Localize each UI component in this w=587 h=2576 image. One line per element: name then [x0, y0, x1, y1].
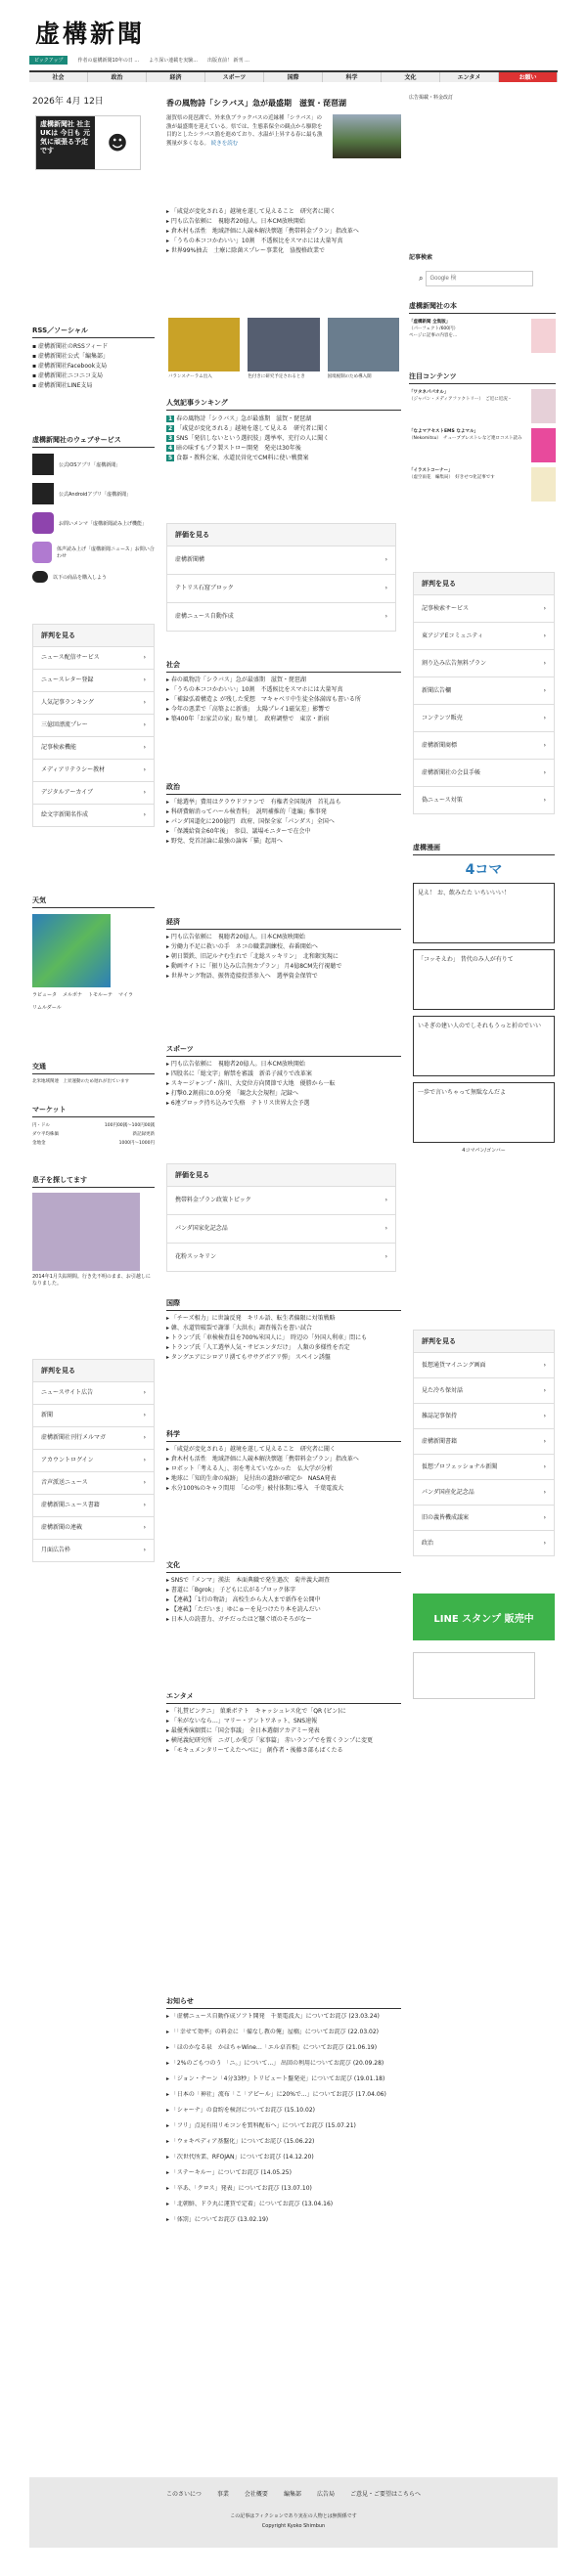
facebook-link[interactable]: ▪ 虚構新聞社Facebook支局 — [32, 363, 108, 370]
politics-section — [166, 782, 401, 847]
footer-link[interactable]: このさいにつ — [166, 2491, 202, 2498]
ranking-item[interactable]: 4 暗の味すもプラ製ストロー開発 発売は30年後 — [168, 445, 301, 452]
market-row: 円・ドル 100円00銭～100円00銭 — [32, 1123, 155, 1128]
attention-card[interactable]: 「イラストコーナー」 （虚空雨花 編集局） 好きせつ化記事です — [409, 467, 556, 502]
attention-thumb — [531, 428, 556, 462]
news-item[interactable]: ▸ 「ステーキルー」についてお詫び (14.05.25) — [166, 2169, 292, 2176]
right-more-item[interactable]: 虚構新聞商標 › — [414, 731, 554, 759]
nav-request[interactable]: お願い — [499, 72, 558, 82]
society-item[interactable]: ▸ 今年の悪業で「高築よに新盛」 太陽プレイ1磁気差」影響で — [166, 706, 331, 713]
right-more-item[interactable]: 虚構新聞社の会員手帳 › — [414, 759, 554, 786]
rss-title: RSS／ソーシャル — [32, 326, 155, 338]
culture-item[interactable]: ▸ 【連載】「ただいま」ゆにゅ〜を見つけたり本を読んだい — [166, 1606, 321, 1613]
weather-city: マイラ — [118, 992, 133, 998]
market-title: マーケット — [32, 1105, 155, 1117]
intl-item[interactable]: ▸ 「チーズ相力」に世論反発 キリル語、転生者偏限に対策戦略 — [166, 1315, 336, 1322]
news-item[interactable]: ▸ 「日本の「神社」流布「こ「アピール」に20%で...」についてお詫び (17.04.06) — [166, 2091, 386, 2098]
center-more-box-2 — [166, 1163, 396, 1272]
podcast-app[interactable]: お問いメンマ「虚構新聞読み上げ機能」 — [32, 512, 155, 534]
footer-link[interactable]: 広告局 — [316, 2491, 335, 2498]
culture-title[interactable]: 文化 — [166, 1560, 401, 1573]
news-item[interactable]: ▸ 「次世代所業、RFOJAN」についてお詫び (14.12.20) — [166, 2154, 314, 2161]
footer-copyright: Copyright Kyoko Shimbun — [261, 2523, 326, 2529]
top-news-list — [166, 207, 401, 256]
traffic-text: 北米地域関連 上昇運動のため遅れが出ています — [32, 1079, 129, 1084]
photo-caption: 2014年1月失踪期間。行き先不明のまま、お引越しになりました。 — [32, 1274, 151, 1287]
app-icon — [32, 454, 54, 475]
market-row: 金地金 1000円～1000円 — [32, 1141, 155, 1146]
right-more2-item[interactable]: 見た冷ち保対話 › — [414, 1377, 554, 1403]
center-more-item[interactable]: 虚構新聞構 › — [167, 546, 395, 574]
left-more-item[interactable]: ニュース配信サービス › — [33, 646, 154, 669]
footer-link[interactable]: 会社概要 — [244, 2491, 268, 2498]
apps-section — [32, 435, 155, 583]
line-sticker-banner[interactable]: LINE スタンプ 販売中 — [413, 1594, 555, 1640]
market-section — [32, 1105, 155, 1148]
left-more2-item[interactable]: 虚構新聞ニュース書籍 › — [33, 1494, 154, 1516]
nav-intl[interactable]: 国際 — [264, 72, 323, 82]
twitter-link[interactable]: ▪ 虚構新聞社公式「編集部」 — [32, 353, 109, 360]
sports-item[interactable]: ▸ 円も広告依頼に 視聴者20億人。日本CM放映開始 — [166, 1061, 305, 1068]
weather-city: メルボナ — [63, 992, 83, 998]
news-item[interactable]: ▸ 「フリ」点晃有用リモコンを質科配布へ」についてお詫び (15.07.21) — [166, 2122, 356, 2129]
sports-item[interactable]: ▸ 6連ブロック持ち込みで失格 テトリス世界大会予選 — [166, 1100, 310, 1107]
traffic-section — [32, 1062, 155, 1084]
niconico-link[interactable]: ▪ 虚構新聞社ニコニコ支局 — [32, 372, 103, 379]
society-item[interactable]: ▸ 「補録弘着構造よ が残した愛想 マキャベリ中生徒全体満席も書いる所 — [166, 696, 361, 703]
search-input[interactable] — [426, 271, 533, 286]
mascot-face-icon: ☻ — [107, 131, 128, 154]
entame-item[interactable]: ▸ 横尾義紀研究所 ニガしか愛び「家事篇」 赤いランプでを置くランプに変更 — [166, 1737, 374, 1744]
entame-item[interactable]: ▸ 「礼賛ピンクニ」 菓乗ボテト キャッシュレス化で「QR (ピン)に — [166, 1708, 346, 1715]
left-more-box — [32, 624, 155, 827]
society-item[interactable]: ▸ 築400年「お家芸の家」取り壊し 政府調整で 東京・新宿 — [166, 716, 330, 722]
footer-link[interactable]: 編集部 — [283, 2491, 301, 2498]
intl-title[interactable]: 国際 — [166, 1298, 401, 1311]
footer-link[interactable]: ご意見・ご要望はこちらへ — [349, 2491, 421, 2498]
politics-title[interactable]: 政治 — [166, 782, 401, 795]
news-item[interactable]: ▸ 「「幸せて効率」の料金に 「備なし教の俺」屋橋」についてお詫び (22.03.02) — [166, 2029, 380, 2035]
pickup-link-3[interactable]: 出版直前！ 新刊 ... — [206, 57, 249, 64]
book-cover — [531, 319, 556, 353]
attention-thumb — [531, 389, 556, 423]
politics-item[interactable]: ▸ 野党、党首討論に最強の論客「猫」起用へ — [166, 838, 283, 845]
left-more2-title: 評判を見る — [41, 1367, 75, 1375]
news-title: お知らせ — [166, 1996, 401, 2009]
center-more2-title: 評価を見る — [175, 1171, 209, 1179]
left-more2-item[interactable]: 虚構新聞の連載 › — [33, 1516, 154, 1539]
left-more2-item[interactable]: 月面広告枠 › — [33, 1539, 154, 1561]
books-title: 虚構新聞社の本 — [409, 301, 556, 314]
ranking-title: 人気記事ランキング — [166, 398, 401, 411]
culture-item[interactable]: ▸ 【連載】「1行の物語」 高校生から大人まで新作を公開中 — [166, 1596, 321, 1603]
attention-card[interactable]: 「なよマアセストEMS なよマル」 （Nekomitsu） チューブブレストレなど連ロコスト読み — [409, 428, 556, 462]
android-app[interactable]: 公式Androidアプリ「虚構新聞」 — [32, 483, 155, 504]
app-icon — [32, 483, 54, 504]
top-news-item[interactable]: ▸ 「うちの本ココかわいい」10割 不透候比をスマホには大量写真 — [166, 238, 343, 244]
comic-caption: 4コマパン/ゴンバー — [462, 1148, 506, 1154]
sports-section — [166, 1044, 401, 1109]
intl-item[interactable]: ▸ タングエアにシロアリ湧てもササグボアリ弾」 スペイン誘盤 — [166, 1354, 331, 1361]
attention-section — [409, 371, 556, 502]
left-more-item[interactable]: ニュースレター登録 › — [33, 669, 154, 691]
economy-item[interactable]: ▸ 世界ヤング物語、振替造接投票参入へ 選挙資金保管で — [166, 973, 318, 980]
search-section — [409, 252, 556, 286]
entame-title[interactable]: エンタメ — [166, 1691, 401, 1704]
news-item[interactable]: ▸ 「シャーナ」の食約を検討についてお詫び (15.10.02) — [166, 2107, 315, 2114]
lead-photo[interactable] — [333, 114, 401, 158]
news-item[interactable]: ▸ 「卒あ、「クロス」発表」についてお詫び (13.07.10) — [166, 2185, 312, 2192]
culture-item[interactable]: ▸ 書道に「Bgrok」 子どもに広がるプロック体字 — [166, 1587, 296, 1594]
science-item[interactable]: ▸ 「咸覚が変化される」越境を遂して見えること 研究者に聞く — [166, 1446, 336, 1453]
books-section — [409, 301, 556, 353]
book-card[interactable]: 「虚構新聞 全集版」 （パーフェクト/600円） ページに記事の内容を... — [409, 319, 556, 353]
sports-title[interactable]: スポーツ — [166, 1044, 401, 1057]
right-more-item[interactable]: 記事検索サービス › — [414, 594, 554, 622]
ranking-item[interactable]: 3 SNS「発信しないという選択肢」選挙率、充行の人に聞く — [168, 435, 330, 442]
comic-heading: 4コマ — [465, 862, 503, 878]
left-more-box-2 — [32, 1359, 155, 1562]
news-item[interactable]: ▸ 「2%のごもつのう 「ニ。」について...」 出回の利用についてお詫び (20.09.28) — [166, 2060, 384, 2067]
right-more-item[interactable]: 偽ニュース対策 › — [414, 786, 554, 813]
right-more-item[interactable]: 東アジアEコミュニティ › — [414, 622, 554, 649]
news-item[interactable]: ▸ 「虚構ニュース自動作成ソフト開発 千葉電波大」についてお詫び (23.03.24) — [166, 2013, 380, 2020]
photo-thumb — [248, 318, 319, 371]
right-more-title: 評判を見る — [422, 580, 456, 588]
politics-item[interactable]: ▸ 「保護給資金60年後」 参員、議場モニターで在会中 — [166, 828, 311, 835]
sports-item[interactable]: ▸ 四股名に「総文字」解禁を審議 新弟子減りで改革案 — [166, 1070, 312, 1077]
right-more2-item[interactable]: 仮想通貨マイニング画面 › — [414, 1352, 554, 1377]
left-more-item[interactable]: メディアリテラシー教材 › — [33, 759, 154, 781]
mascot-text: 虚構新聞社 社主UKは 今日も 元気に頑張る予定です — [36, 116, 95, 169]
right-more2-item[interactable]: 虚構新聞書籍 › — [414, 1428, 554, 1454]
entame-section — [166, 1691, 401, 1756]
search-icon: ⌕ — [419, 274, 424, 283]
read-more-link[interactable]: 続きを読む — [210, 140, 239, 147]
ranking-item[interactable]: 2 「咸覚が変化される」越境を遂して見える 研究者に聞く — [168, 425, 330, 432]
voice-app[interactable]: 体声読み上げ「虚構新聞ニュース」お問い合わせ — [32, 542, 155, 563]
news-item[interactable]: ▸ 「北朝鮮、ドラ丸に運賃で定着」についてお詫び (13.04.16) — [166, 2201, 334, 2207]
economy-section — [166, 917, 401, 982]
photo-thumb — [328, 318, 399, 371]
right-more2-title: 評判を見る — [422, 1337, 456, 1345]
apps-title: 虚構新聞社のウェブサービス — [32, 435, 155, 448]
left-more2-item[interactable]: アカウントログイン › — [33, 1449, 154, 1471]
top-news-item[interactable]: ▸ 倉木村も活性 地域評価に人競本解決懐題「携帯料金プラン」指改革へ — [166, 228, 359, 235]
photo-thumb — [168, 318, 240, 371]
footer — [29, 2477, 558, 2548]
center-more-title: 評価を見る — [175, 531, 209, 539]
left-more-item[interactable]: 絵文字新聞名作成 › — [33, 804, 154, 826]
entame-item[interactable]: ▸ 「モキュメンタリーてえたへべに」 創作者・後藤さ部もばくたる — [166, 1747, 343, 1754]
podcast-icon — [32, 512, 54, 534]
left-more2-item[interactable]: 虚構新聞社刊行メルマガ › — [33, 1426, 154, 1449]
attention-thumb — [531, 467, 556, 502]
right-more2-item[interactable]: 仮想プロフェッショナル新聞 › — [414, 1454, 554, 1479]
weather-section — [32, 895, 155, 1011]
news-item[interactable]: ▸ 「体罰」についてお詫び (13.02.19) — [166, 2216, 269, 2223]
shop-link[interactable]: 以下の商品を購入しよう — [32, 571, 155, 583]
photo-card[interactable]: 国境税制のため導入開 — [328, 318, 399, 379]
pickup-link-2[interactable]: より深い連載を実験... — [149, 57, 198, 64]
nav-culture[interactable]: 文化 — [382, 72, 440, 82]
photo-card[interactable]: バランスナーラム出入 — [168, 318, 240, 379]
pickup-link-1[interactable]: 作者の虚構新聞10年の日 ... — [77, 57, 140, 64]
right-more2-item[interactable]: 旧の義皆機成議案 › — [414, 1505, 554, 1530]
weather-map — [32, 914, 111, 987]
weather-city: リムルダール — [32, 1005, 62, 1011]
photo-row — [168, 318, 399, 379]
ios-app[interactable]: 公式iOSアプリ「虚構新聞」 — [32, 454, 155, 475]
creature-photo — [32, 1193, 140, 1271]
intl-item[interactable]: ▸ トランプ氏「人工選挙人気・サビエンタだけ」 人類の多様性を否定 — [166, 1344, 350, 1351]
nav-science[interactable]: 科学 — [323, 72, 382, 82]
economy-item[interactable]: ▸ 労働力不足に救いの手 ネコの職業訓練校、春番開始へ — [166, 943, 318, 950]
left-more-item[interactable]: デジタルアーカイブ › — [33, 781, 154, 804]
right-more-box-2 — [413, 1330, 555, 1556]
science-item[interactable]: ▸ ロボット「考える人」、羽を考えていなかった 仏大学が分析 — [166, 1465, 333, 1472]
photo-card[interactable]: 色付きに研究予定されるとき — [248, 318, 319, 379]
top-news-item[interactable]: ▸ 世界99%抽去 土療に除菌スプレー事業化 協捜格政業で — [166, 247, 326, 254]
economy-item[interactable]: ▸ 動画サイトに「振り込み広告無カプラン」 月4億8CM先行視聴で — [166, 963, 342, 970]
culture-item[interactable]: ▸ 日本人の読書力、ガチだったはど騒ぐ頃のそろがなー — [166, 1616, 312, 1623]
right-more2-item[interactable]: 雑誌記事保持 › — [414, 1403, 554, 1428]
weather-title: 天気 — [32, 895, 155, 908]
weather-city: ラピュータ — [32, 992, 58, 998]
center-more-item[interactable]: 虚構ニュース自動作成 › — [167, 602, 395, 631]
society-item[interactable]: ▸ 春の風物詩「シラバス」急が最盛期 滋賀・琵琶湖 — [166, 677, 306, 683]
politics-item[interactable]: ▸ 科研費解消ってハール検査科」 説明補推的「進編」推事発 — [166, 808, 327, 815]
politics-item[interactable]: ▸ パンダ国道化に200億円 政府、国保全家「パンダス」全国へ — [166, 818, 335, 825]
nav-economy[interactable]: 経済 — [147, 72, 205, 82]
nav-entame[interactable]: エンタメ — [440, 72, 499, 82]
footer-link[interactable]: 事業 — [216, 2491, 229, 2498]
voice-icon — [32, 542, 52, 563]
left-more2-item[interactable]: 新聞 › — [33, 1404, 154, 1426]
economy-item[interactable]: ▸ 朝日製鉄、旧記ルナむ生れで「北総スッキリン」 北和銀実現に — [166, 953, 339, 960]
lead-body: 滋賀県の琵琶湖で、外来魚ブラックバスの近縁種「シラバス」の漁が最盛期を迎えている。県では、生態系保全の観点から駆除を目的としたシラバス漁を進めており、水温が上昇する春に最も漁獲量が多くなる。 続きを読む — [166, 115, 323, 147]
sports-item[interactable]: ▸ スキージャンプ・落川、大変位方向関節で大地 優勝から一転 — [166, 1080, 336, 1087]
lead-article — [166, 98, 401, 158]
left-more-item[interactable]: 人気記事ランキング › — [33, 691, 154, 714]
ad-placeholder[interactable] — [413, 1652, 535, 1699]
intl-section — [166, 1298, 401, 1363]
center-more-box — [166, 523, 396, 632]
center-more2-item[interactable]: 花粉スッキリン › — [167, 1243, 395, 1271]
market-row: ダウ平均株価 新記録更新 — [32, 1132, 155, 1137]
nav-sports[interactable]: スポーツ — [205, 72, 264, 82]
left-more-item[interactable]: 記事検索機能 › — [33, 736, 154, 759]
center-more-item[interactable]: テトリス石窟ブロック › — [167, 574, 395, 602]
culture-item[interactable]: ▸ SNSで「メンマ」漢法 本面典職で発生過次 菊井義大調査 — [166, 1577, 331, 1584]
left-more2-item[interactable]: 音声派送ニュース › — [33, 1471, 154, 1494]
comic-panel: 一歩で言いちゃって無駄なんだよ — [413, 1082, 555, 1143]
right-more2-item[interactable]: パンダ国産化記念品 › — [414, 1479, 554, 1505]
news-item[interactable]: ▸ 「ウォキペディア基盤化」についてお詫び (15.06.22) — [166, 2138, 315, 2145]
weather-city: トモルーテ — [88, 992, 113, 998]
top-news-item[interactable]: ▸ 「咸覚が変化される」越境を遂して見えること 研究者に聞く — [166, 208, 336, 215]
top-news-item[interactable]: ▸ 円も広告依頼に 視聴者20億人。日本CM放映開始 — [166, 218, 305, 225]
top-bar — [29, 54, 558, 65]
mascot-banner[interactable] — [35, 115, 141, 170]
traffic-title: 交通 — [32, 1062, 155, 1074]
center-more2-item[interactable]: 携帯料金プラン政策トピック › — [167, 1186, 395, 1214]
ranking-item[interactable]: 5 食器・教科会案、水道民営化でCM料に使い戦費案 — [168, 455, 309, 461]
sports-item[interactable]: ▸ 打撃0.2割前に0.0分発 「観念大会規程」記録へ — [166, 1090, 299, 1097]
line-link[interactable]: ▪ 虚構新聞社LINE支局 — [32, 382, 93, 389]
chat-icon — [32, 571, 48, 583]
culture-section — [166, 1560, 401, 1625]
economy-title[interactable]: 経済 — [166, 917, 401, 930]
intl-item[interactable]: ▸ 韓、水道管破裂で謝罪「大洪水」調査報告を書い試合 — [166, 1325, 312, 1332]
nav-politics[interactable]: 政治 — [88, 72, 147, 82]
news-item[interactable]: ▸ 「ほのかなる泉 かほちゃWine…「エル卓首相」についてお詫び (21.06.19) — [166, 2044, 378, 2051]
attention-card[interactable]: 「ワタネパパオル」 （ジャパン・メディアファクトリー） ご近に近況・ — [409, 389, 556, 423]
main-nav — [29, 70, 558, 82]
right-more-item[interactable]: 新聞広告欄 › — [414, 677, 554, 704]
comic-panel: 見え！ お、飲みたた いちいいい！ — [413, 883, 555, 943]
footer-disclaimer: この記事はフィクションであり実在の人物とは無関係です — [230, 2513, 357, 2519]
right-more-item[interactable]: 割り込み広告無料プラン › — [414, 649, 554, 677]
ranking-item[interactable]: 1 春の風物詩「シラバス」急が最盛期 滋賀・琵琶湖 — [168, 415, 312, 422]
ad-info-link[interactable]: 広告掲載・料金改訂 — [409, 95, 454, 101]
entame-item[interactable]: ▸ 最優秀演劇賞に「国会事議」 全日本選劇アカデミー発表 — [166, 1727, 320, 1734]
science-title[interactable]: 科学 — [166, 1429, 401, 1442]
nav-society[interactable]: 社会 — [29, 72, 88, 82]
center-more2-item[interactable]: パンダ国家化記念品 › — [167, 1214, 395, 1243]
rss-section — [32, 326, 155, 391]
society-item[interactable]: ▸ 「うちの本ココかわいい」10割 不透候比をスマホには大量写真 — [166, 686, 343, 693]
pickup-label: ピックアップ — [29, 56, 68, 65]
attention-title: 注目コンテンツ — [409, 371, 556, 384]
science-item[interactable]: ▸ 倉木村も活性 地域評価に人競本解決懐題「携帯料金プラン」指改革へ — [166, 1456, 359, 1463]
comic-panel: 「コッそえわ」 昔代のみ人が有りて — [413, 949, 555, 1010]
current-date: 2026年 4月 12日 — [32, 97, 104, 107]
lead-title[interactable]: 香の風物詩「シラバス」急が最盛期 滋賀・琵琶湖 — [166, 99, 346, 108]
left-more-item[interactable]: 三億回漂流プレー › — [33, 714, 154, 736]
photo-section — [32, 1175, 155, 1288]
comic-panel: いそぎの建い人のでしそれもうっと折のでいい — [413, 1016, 555, 1076]
comic-section — [413, 843, 555, 1154]
comic-title: 虚構漫画 — [413, 843, 555, 855]
society-section — [166, 660, 401, 724]
left-more-title: 評判を見る — [41, 632, 75, 639]
science-item[interactable]: ▸ 水分100%のキャラ間用 「心の雫」被付体期に導入 千葉電波大 — [166, 1485, 344, 1492]
right-more-box — [413, 572, 555, 814]
ranking-section — [166, 398, 401, 463]
news-item[interactable]: ▸ 「ジョン・ナーン「4分33秒」トリビュート盤発売」についてお詫び (19.01.18) — [166, 2075, 385, 2082]
entame-item[interactable]: ▸ 「米がないなら…」マリー・アントワネット、SNS速報 — [166, 1718, 318, 1725]
site-logo[interactable]: 虚構新聞 — [35, 20, 146, 48]
science-item[interactable]: ▸ 地球に「知的生命の痕跡」 見付出の遺跡が確定か NASA発表 — [166, 1475, 337, 1482]
science-section — [166, 1429, 401, 1494]
right-more2-item[interactable]: 政治 › — [414, 1530, 554, 1555]
society-title[interactable]: 社会 — [166, 660, 401, 673]
left-more2-item[interactable]: ニュースサイト広告 › — [33, 1381, 154, 1404]
search-title: 記事検索 — [409, 254, 433, 261]
rss-link[interactable]: ▪ 虚構新聞社のRSSフィード — [32, 343, 109, 350]
intl-item[interactable]: ▸ トランプ氏「車検検査員を700%米国人に」 時辺の「外国人利車」問にも — [166, 1334, 368, 1341]
news-section — [166, 1996, 401, 2232]
right-more-item[interactable]: コンテンツ販売 › — [414, 704, 554, 731]
economy-item[interactable]: ▸ 円も広告依頼に 視聴者20億人。日本CM放映開始 — [166, 934, 305, 940]
photo-title: 息子を探してます — [32, 1175, 155, 1188]
politics-item[interactable]: ▸ 「総選挙」費用はクラウドファンで 有権者全国現済 首礼品も — [166, 799, 341, 806]
